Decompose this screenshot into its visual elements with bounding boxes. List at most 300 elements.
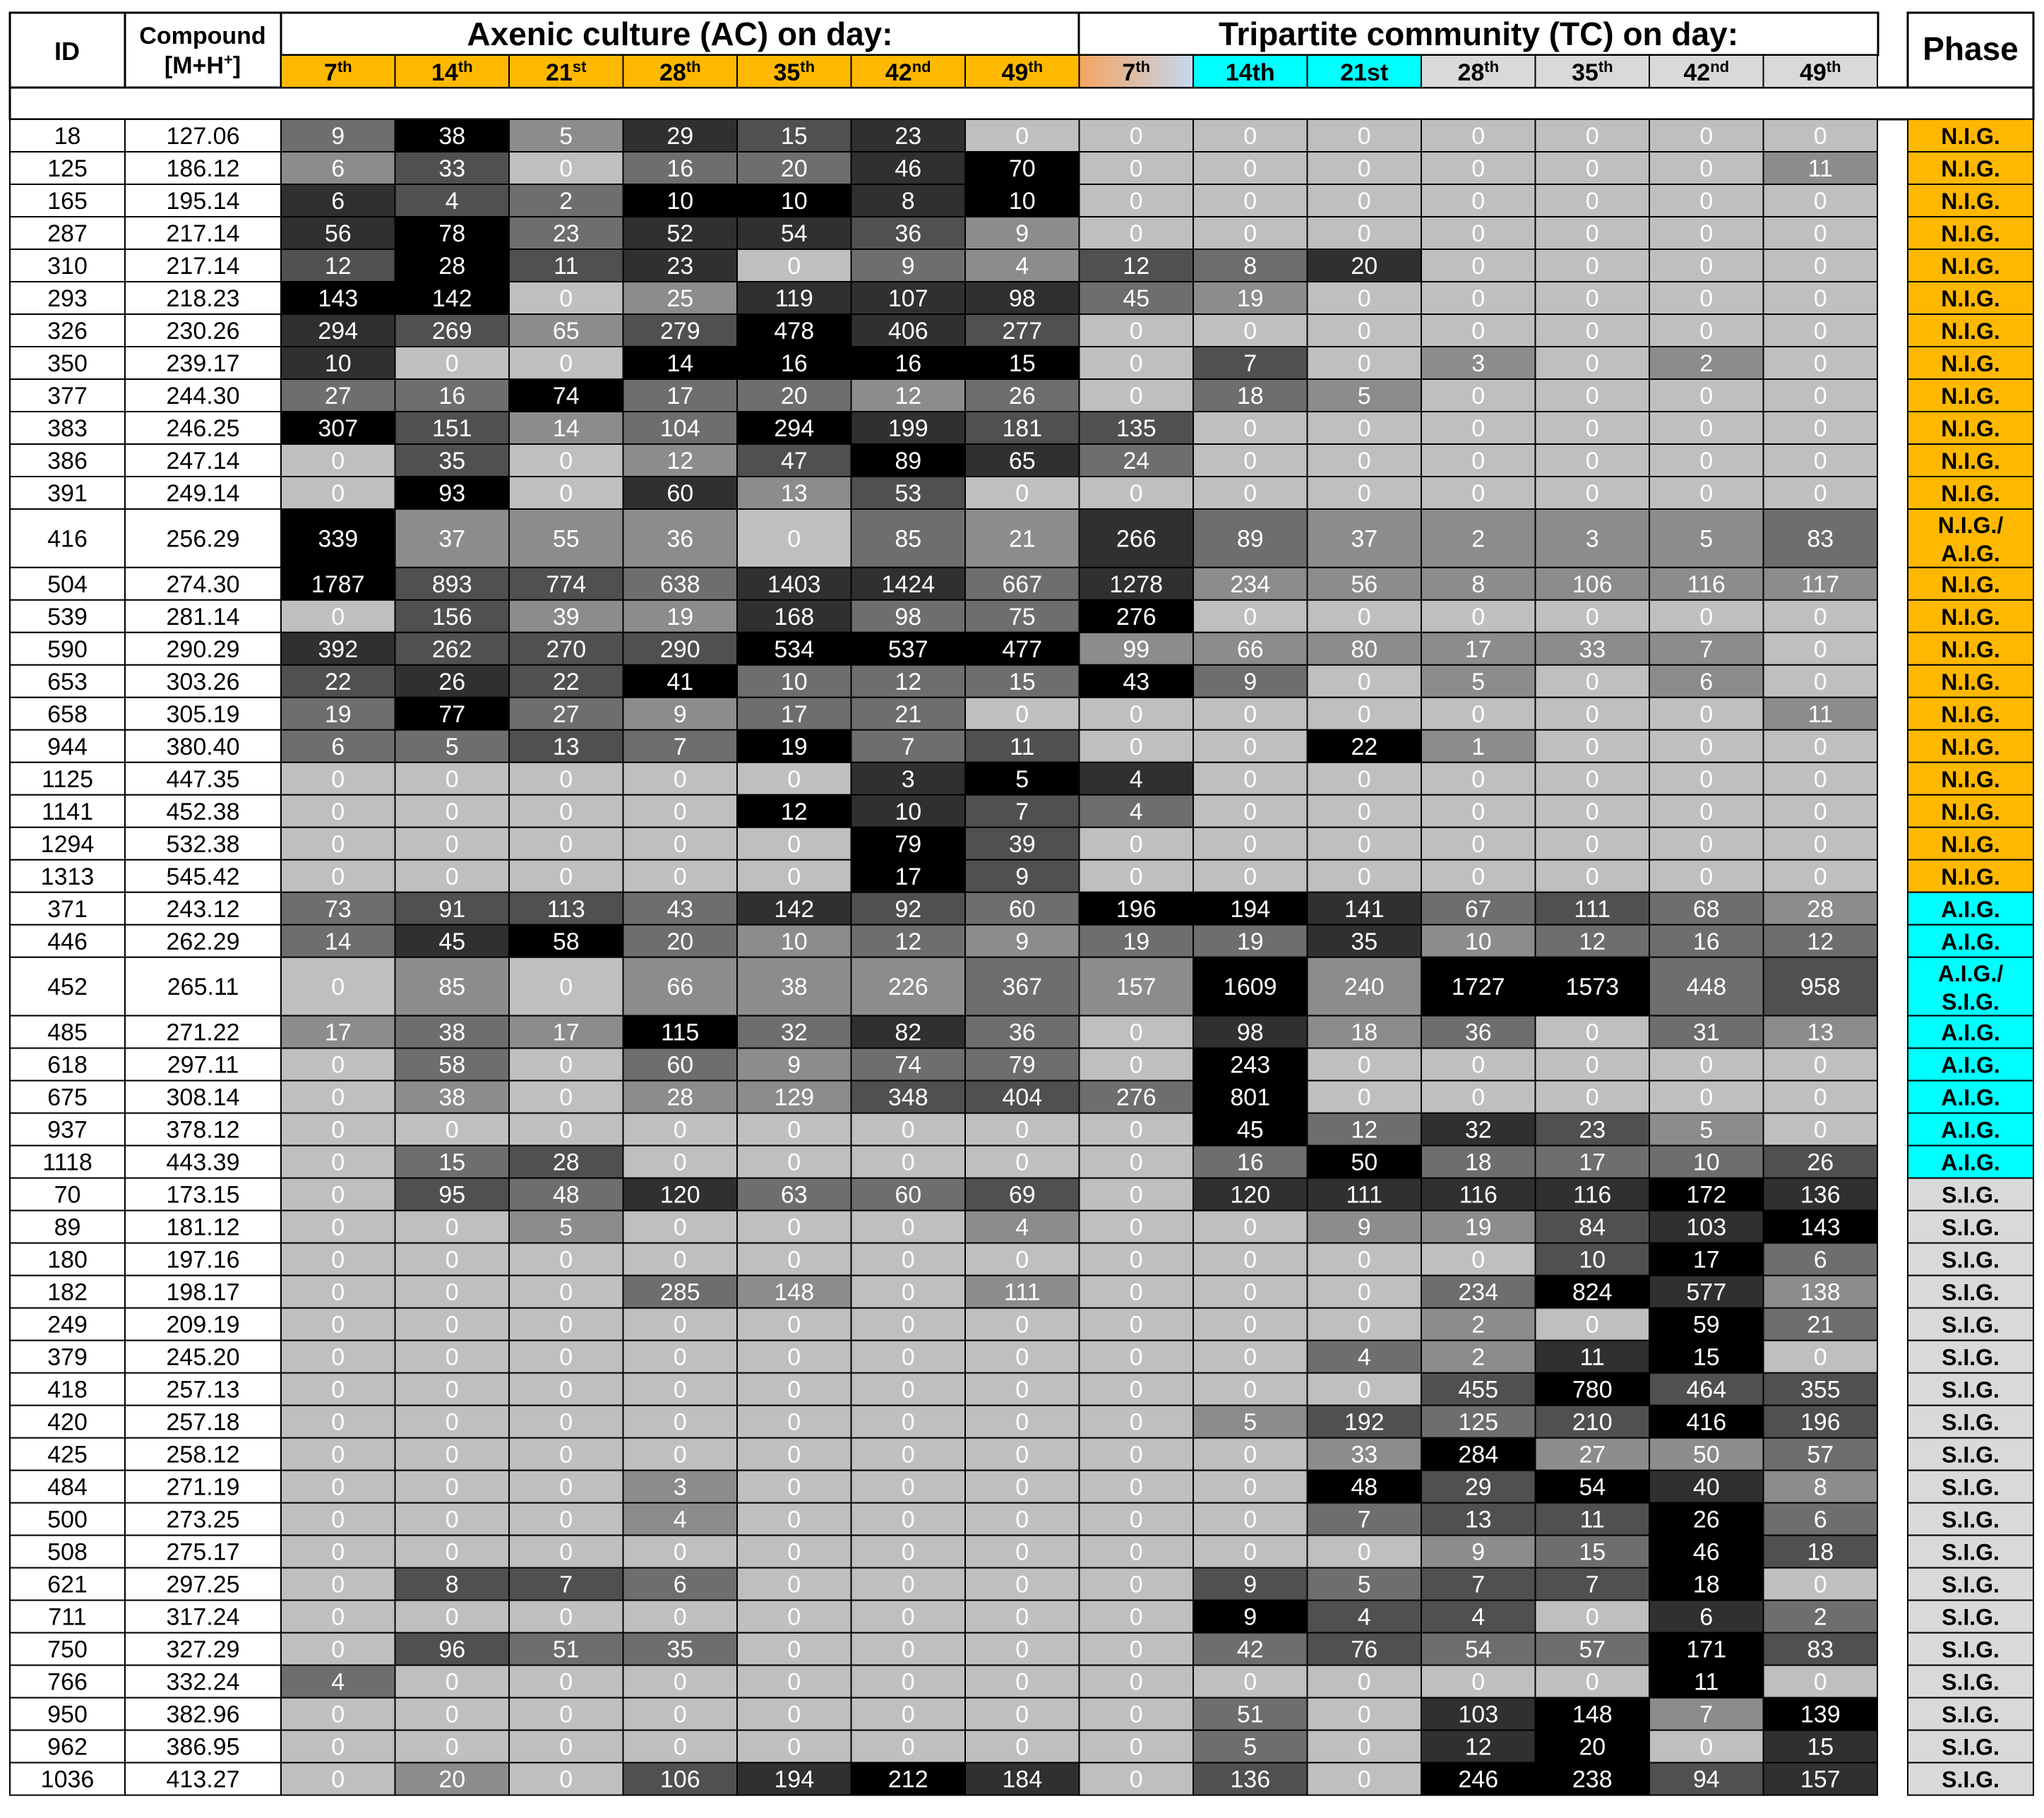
heat-value: 0 bbox=[1357, 1376, 1371, 1404]
row-id: 750 bbox=[47, 1636, 88, 1663]
heat-value: 10 bbox=[324, 350, 352, 377]
heat-value: 5 bbox=[1699, 525, 1714, 553]
heat-value: 9 bbox=[1243, 1571, 1257, 1598]
heat-value: 0 bbox=[1243, 188, 1257, 215]
heat-value: 52 bbox=[667, 220, 694, 247]
heat-value: 0 bbox=[559, 1603, 573, 1631]
heat-value: 234 bbox=[1458, 1279, 1499, 1306]
phase-label: S.I.G. bbox=[1942, 1442, 2000, 1468]
heat-value: 74 bbox=[552, 383, 580, 409]
heat-value: 0 bbox=[559, 863, 573, 890]
heat-value: 0 bbox=[445, 1246, 459, 1274]
row-compound: 271.19 bbox=[166, 1473, 240, 1501]
phase-label: N.I.G. bbox=[1941, 286, 2000, 311]
heat-value: 3 bbox=[673, 1473, 687, 1501]
heat-value: 33 bbox=[438, 155, 466, 182]
heat-value: 0 bbox=[1243, 155, 1257, 182]
row-id: 287 bbox=[47, 220, 88, 247]
heat-value: 4 bbox=[1129, 765, 1143, 793]
heat-value: 0 bbox=[901, 1538, 915, 1566]
heat-value: 277 bbox=[1002, 318, 1043, 345]
heat-value: 16 bbox=[895, 350, 922, 377]
heat-value: 0 bbox=[1243, 1246, 1257, 1274]
day-header-label: 28th bbox=[659, 58, 701, 86]
heat-value: 31 bbox=[1692, 1019, 1720, 1046]
heat-value: 0 bbox=[787, 1441, 801, 1469]
heat-value: 3 bbox=[901, 765, 915, 793]
heat-value: 0 bbox=[1357, 830, 1371, 858]
heat-value: 0 bbox=[1129, 700, 1143, 728]
heat-value: 0 bbox=[445, 1668, 459, 1696]
heat-value: 6 bbox=[1813, 1506, 1827, 1533]
heat-value: 120 bbox=[1230, 1181, 1271, 1209]
phase-label: S.I.G. bbox=[1942, 1279, 2000, 1305]
row-compound: 297.25 bbox=[166, 1571, 240, 1598]
heat-value: 27 bbox=[552, 700, 580, 728]
heat-value: 1609 bbox=[1223, 974, 1277, 1001]
spacer-row bbox=[10, 88, 2033, 119]
heat-value: 14 bbox=[667, 350, 694, 377]
heat-value: 5 bbox=[559, 1214, 573, 1241]
heat-value: 58 bbox=[552, 928, 580, 955]
heat-value: 0 bbox=[1129, 188, 1143, 215]
heat-value: 0 bbox=[559, 798, 573, 825]
heat-value: 82 bbox=[895, 1019, 922, 1046]
heat-value: 0 bbox=[1471, 383, 1486, 409]
row-id: 350 bbox=[47, 350, 88, 377]
day-header-label: 49th bbox=[1001, 58, 1044, 86]
heat-value: 0 bbox=[1243, 1279, 1257, 1306]
heat-value: 56 bbox=[324, 220, 352, 247]
heat-value: 0 bbox=[1585, 668, 1599, 695]
heat-value: 0 bbox=[1243, 220, 1257, 247]
row-id: 425 bbox=[47, 1441, 88, 1469]
heat-value: 0 bbox=[1813, 350, 1827, 377]
phase-label: N.I.G. bbox=[1941, 799, 2000, 825]
row-compound: 246.25 bbox=[166, 415, 240, 442]
heat-value: 63 bbox=[780, 1181, 808, 1209]
heat-value: 10 bbox=[667, 188, 694, 215]
heat-value: 0 bbox=[787, 1311, 801, 1339]
row-id: 452 bbox=[47, 974, 88, 1001]
heat-value: 0 bbox=[1129, 1571, 1143, 1598]
row-compound: 281.14 bbox=[166, 603, 240, 630]
row-compound: 545.42 bbox=[166, 863, 240, 890]
heat-value: 0 bbox=[1129, 863, 1143, 890]
heat-value: 276 bbox=[1116, 1084, 1157, 1111]
heat-value: 0 bbox=[1813, 635, 1827, 663]
heat-value: 111 bbox=[1346, 1181, 1383, 1209]
heat-value: 143 bbox=[318, 285, 359, 312]
heat-value: 1787 bbox=[311, 570, 365, 598]
heat-value: 116 bbox=[1687, 570, 1726, 598]
heat-value: 276 bbox=[1116, 603, 1157, 630]
heat-value: 0 bbox=[559, 1733, 573, 1761]
heat-value: 106 bbox=[659, 1766, 700, 1793]
heat-value: 290 bbox=[659, 635, 700, 663]
row-id: 950 bbox=[47, 1701, 88, 1728]
heat-value: 36 bbox=[895, 220, 922, 247]
phase-label: A.I.G./ bbox=[1937, 960, 2004, 986]
heat-value: 0 bbox=[787, 1376, 801, 1404]
heat-value: 65 bbox=[552, 318, 580, 345]
heat-value: 0 bbox=[445, 765, 459, 793]
heat-value: 7 bbox=[1471, 1571, 1486, 1598]
heat-value: 0 bbox=[1813, 415, 1827, 442]
heat-value: 0 bbox=[1585, 765, 1599, 793]
heat-value: 0 bbox=[1243, 1344, 1257, 1371]
heat-value: 120 bbox=[659, 1181, 700, 1209]
heat-value: 226 bbox=[887, 974, 928, 1001]
heat-value: 0 bbox=[559, 285, 573, 312]
heat-value: 14 bbox=[552, 415, 580, 442]
heat-value: 0 bbox=[1699, 253, 1714, 280]
heat-value: 0 bbox=[1357, 220, 1371, 247]
heat-value: 36 bbox=[667, 525, 694, 553]
heat-value: 212 bbox=[887, 1766, 928, 1793]
heat-value: 12 bbox=[1464, 1733, 1492, 1761]
heat-value: 0 bbox=[1129, 1441, 1143, 1469]
heat-value: 5 bbox=[1243, 1409, 1257, 1436]
heat-value: 0 bbox=[1699, 188, 1714, 215]
phase-label: S.I.G. bbox=[1942, 988, 2000, 1015]
heat-value: 22 bbox=[324, 668, 352, 695]
heat-value: 17 bbox=[552, 1019, 580, 1046]
phase-label: S.I.G. bbox=[1942, 1247, 2000, 1273]
heat-value: 11 bbox=[1694, 1668, 1719, 1696]
phase-label: N.I.G. bbox=[1941, 318, 2000, 344]
row-compound: 290.29 bbox=[166, 635, 240, 663]
phase-label: S.I.G. bbox=[1942, 1637, 2000, 1663]
heat-value: 37 bbox=[1351, 525, 1378, 553]
heat-value: 0 bbox=[1015, 480, 1029, 507]
heat-value: 1 bbox=[1471, 733, 1486, 760]
heat-value: 57 bbox=[1807, 1441, 1834, 1469]
heat-value: 0 bbox=[559, 1246, 573, 1274]
heat-value: 95 bbox=[438, 1181, 466, 1209]
heat-value: 40 bbox=[1692, 1473, 1720, 1501]
heat-value: 0 bbox=[901, 1279, 915, 1306]
row-compound: 186.12 bbox=[166, 155, 240, 182]
heat-value: 70 bbox=[1008, 155, 1036, 182]
heat-value: 35 bbox=[1351, 928, 1378, 955]
heat-value: 279 bbox=[659, 318, 700, 345]
heat-value: 98 bbox=[895, 603, 922, 630]
heat-value: 0 bbox=[1813, 253, 1827, 280]
phase-label: N.I.G. bbox=[1941, 636, 2000, 662]
heat-value: 464 bbox=[1686, 1376, 1727, 1404]
heat-value: 0 bbox=[1015, 1311, 1029, 1339]
heat-value: 0 bbox=[1813, 668, 1827, 695]
row-compound: 452.38 bbox=[166, 798, 240, 825]
heat-value: 8 bbox=[445, 1571, 459, 1598]
heat-value: 0 bbox=[1699, 1051, 1714, 1079]
heat-value: 43 bbox=[1123, 668, 1150, 695]
heat-value: 0 bbox=[1585, 383, 1599, 409]
heat-value: 0 bbox=[1471, 1084, 1486, 1111]
heat-value: 116 bbox=[1459, 1181, 1498, 1209]
heat-value: 8 bbox=[1471, 570, 1486, 598]
heat-value: 26 bbox=[1008, 383, 1036, 409]
heat-value: 15 bbox=[1807, 1733, 1834, 1761]
heat-value: 2 bbox=[1471, 1311, 1486, 1339]
heat-value: 11 bbox=[1579, 1344, 1605, 1371]
heat-value: 0 bbox=[787, 863, 801, 890]
phase-label: A.I.G. bbox=[1941, 541, 2000, 566]
heat-value: 0 bbox=[673, 1701, 687, 1728]
heat-value: 15 bbox=[780, 123, 808, 150]
heat-value: 6 bbox=[331, 733, 345, 760]
heat-value: 2 bbox=[1471, 1344, 1486, 1371]
heat-value: 111 bbox=[1574, 895, 1611, 923]
heat-value: 0 bbox=[1015, 1506, 1029, 1533]
heat-value: 33 bbox=[1579, 635, 1606, 663]
heat-value: 12 bbox=[895, 383, 922, 409]
row-compound: 258.12 bbox=[166, 1441, 240, 1469]
heat-value: 5 bbox=[559, 123, 573, 150]
heat-value: 11 bbox=[1807, 700, 1833, 728]
heat-value: 0 bbox=[559, 1051, 573, 1079]
heat-value: 50 bbox=[1351, 1149, 1378, 1176]
heat-value: 11 bbox=[554, 253, 579, 280]
heat-value: 0 bbox=[787, 1538, 801, 1566]
row-compound: 249.14 bbox=[166, 480, 240, 507]
day-header-label: 28th bbox=[1457, 58, 1500, 86]
heat-value: 0 bbox=[1699, 700, 1714, 728]
row-id: 386 bbox=[47, 448, 88, 474]
heat-value: 0 bbox=[1357, 448, 1371, 474]
heat-value: 194 bbox=[1230, 895, 1271, 923]
heat-value: 0 bbox=[1129, 1473, 1143, 1501]
heat-value: 6 bbox=[1699, 668, 1714, 695]
row-id: 377 bbox=[47, 383, 88, 409]
heat-value: 243 bbox=[1230, 1051, 1271, 1079]
heat-value: 269 bbox=[431, 318, 472, 345]
heat-value: 0 bbox=[673, 1538, 687, 1566]
heat-value: 0 bbox=[673, 1149, 687, 1176]
heat-value: 0 bbox=[1129, 1181, 1143, 1209]
phase-label: N.I.G. bbox=[1941, 448, 2000, 474]
heat-value: 0 bbox=[1129, 1766, 1143, 1793]
heat-value: 103 bbox=[1686, 1214, 1727, 1241]
heat-value: 0 bbox=[331, 1506, 345, 1533]
row-id: 658 bbox=[47, 700, 88, 728]
phase-label: N.I.G. bbox=[1941, 481, 2000, 506]
heat-value: 0 bbox=[1699, 415, 1714, 442]
heat-value: 26 bbox=[1807, 1149, 1834, 1176]
heat-value: 156 bbox=[431, 603, 472, 630]
heat-value: 6 bbox=[331, 188, 345, 215]
heat-value: 893 bbox=[431, 570, 472, 598]
heat-value: 5 bbox=[1699, 1116, 1714, 1144]
heat-value: 20 bbox=[1351, 253, 1378, 280]
heat-value: 135 bbox=[1116, 415, 1157, 442]
heat-value: 0 bbox=[559, 1116, 573, 1144]
heat-value: 0 bbox=[673, 1668, 687, 1696]
heat-value: 0 bbox=[1243, 415, 1257, 442]
heat-value: 0 bbox=[901, 1344, 915, 1371]
heat-value: 196 bbox=[1800, 1409, 1841, 1436]
row-compound: 327.29 bbox=[166, 1636, 240, 1663]
heat-value: 0 bbox=[1585, 700, 1599, 728]
heat-value: 0 bbox=[901, 1636, 915, 1663]
heat-value: 0 bbox=[1699, 155, 1714, 182]
phase-label: N.I.G./ bbox=[1937, 513, 2004, 538]
heat-value: 0 bbox=[1471, 285, 1486, 312]
row-compound: 380.40 bbox=[166, 733, 240, 760]
heat-value: 0 bbox=[1243, 700, 1257, 728]
day-header-label: 49th bbox=[1799, 58, 1841, 86]
heat-value: 16 bbox=[438, 383, 466, 409]
heat-value: 0 bbox=[1015, 1733, 1029, 1761]
heat-value: 38 bbox=[438, 1019, 466, 1046]
heat-value: 0 bbox=[673, 1116, 687, 1144]
heat-value: 0 bbox=[1471, 603, 1486, 630]
heat-value: 23 bbox=[1579, 1116, 1606, 1144]
heat-value: 91 bbox=[438, 895, 466, 923]
day-header-label: 21st bbox=[1340, 59, 1389, 86]
heat-value: 29 bbox=[667, 123, 694, 150]
heat-value: 266 bbox=[1116, 525, 1157, 553]
heat-value: 94 bbox=[1692, 1766, 1720, 1793]
heat-value: 148 bbox=[1572, 1701, 1613, 1728]
heat-value: 48 bbox=[1351, 1473, 1378, 1501]
heat-value: 1727 bbox=[1451, 974, 1505, 1001]
heat-value: 0 bbox=[1813, 220, 1827, 247]
heat-value: 0 bbox=[559, 1279, 573, 1306]
heat-value: 0 bbox=[445, 1344, 459, 1371]
row-id: 293 bbox=[47, 285, 88, 312]
heat-value: 0 bbox=[331, 1441, 345, 1469]
heat-value: 0 bbox=[1129, 830, 1143, 858]
heat-value: 53 bbox=[895, 480, 922, 507]
heat-value: 7 bbox=[1699, 635, 1714, 663]
heat-value: 0 bbox=[1357, 188, 1371, 215]
heat-value: 0 bbox=[1357, 1766, 1371, 1793]
heat-value: 0 bbox=[901, 1441, 915, 1469]
heat-value: 0 bbox=[1813, 765, 1827, 793]
heat-value: 0 bbox=[901, 1214, 915, 1241]
phase-label: S.I.G. bbox=[1942, 1182, 2000, 1208]
heat-value: 0 bbox=[787, 1571, 801, 1598]
heat-value: 0 bbox=[445, 1538, 459, 1566]
heat-value: 0 bbox=[1243, 733, 1257, 760]
phase-label: N.I.G. bbox=[1941, 416, 2000, 441]
heat-value: 10 bbox=[895, 798, 922, 825]
heat-value: 76 bbox=[1351, 1636, 1378, 1663]
row-compound: 447.35 bbox=[166, 765, 240, 793]
heat-value: 18 bbox=[1236, 383, 1264, 409]
heat-value: 129 bbox=[774, 1084, 815, 1111]
heat-value: 38 bbox=[438, 123, 466, 150]
heat-value: 0 bbox=[1471, 1051, 1486, 1079]
heat-value: 14 bbox=[324, 928, 352, 955]
heat-value: 0 bbox=[1813, 1571, 1827, 1598]
heat-value: 0 bbox=[901, 1506, 915, 1533]
row-id: 383 bbox=[47, 415, 88, 442]
heat-value: 78 bbox=[438, 220, 466, 247]
heat-value: 0 bbox=[901, 1571, 915, 1598]
row-id: 416 bbox=[47, 525, 88, 553]
heat-value: 0 bbox=[559, 1376, 573, 1404]
heat-value: 478 bbox=[774, 318, 815, 345]
row-id: 1313 bbox=[40, 863, 95, 890]
heat-value: 0 bbox=[673, 1311, 687, 1339]
heat-value: 0 bbox=[1699, 1084, 1714, 1111]
phase-label: N.I.G. bbox=[1941, 734, 2000, 760]
heat-value: 32 bbox=[1464, 1116, 1492, 1144]
heat-value: 0 bbox=[1243, 1214, 1257, 1241]
heat-value: 0 bbox=[1015, 1603, 1029, 1631]
heat-value: 0 bbox=[1813, 285, 1827, 312]
heat-value: 0 bbox=[1243, 863, 1257, 890]
row-compound: 273.25 bbox=[166, 1506, 240, 1533]
row-id: 944 bbox=[47, 733, 88, 760]
row-id: 180 bbox=[47, 1246, 88, 1274]
row-id: 621 bbox=[47, 1571, 88, 1598]
heat-value: 0 bbox=[787, 253, 801, 280]
heat-value: 0 bbox=[1129, 1733, 1143, 1761]
heat-value: 0 bbox=[1813, 603, 1827, 630]
day-header-label: 35th bbox=[1571, 58, 1613, 86]
heat-value: 0 bbox=[559, 155, 573, 182]
heat-value: 0 bbox=[1357, 1733, 1371, 1761]
heat-value: 151 bbox=[431, 415, 472, 442]
heat-value: 3 bbox=[1585, 525, 1599, 553]
heat-value: 0 bbox=[445, 1116, 459, 1144]
heat-value: 455 bbox=[1458, 1376, 1499, 1404]
row-compound: 443.39 bbox=[166, 1149, 240, 1176]
heat-value: 119 bbox=[775, 285, 813, 312]
heat-value: 0 bbox=[331, 1149, 345, 1176]
row-id: 1141 bbox=[41, 798, 94, 825]
heat-value: 355 bbox=[1800, 1376, 1841, 1404]
phase-label: N.I.G. bbox=[1941, 669, 2000, 695]
heat-value: 17 bbox=[1579, 1149, 1606, 1176]
heat-value: 0 bbox=[445, 1473, 459, 1501]
heat-value: 958 bbox=[1800, 974, 1841, 1001]
heat-value: 0 bbox=[445, 798, 459, 825]
phase-label: S.I.G. bbox=[1942, 1539, 2000, 1565]
heat-value: 0 bbox=[1699, 383, 1714, 409]
heat-value: 0 bbox=[1585, 155, 1599, 182]
heat-value: 0 bbox=[559, 1538, 573, 1566]
heat-value: 0 bbox=[1813, 1668, 1827, 1696]
heat-value: 0 bbox=[331, 1311, 345, 1339]
heat-value: 10 bbox=[1692, 1149, 1720, 1176]
heat-value: 0 bbox=[1357, 1279, 1371, 1306]
heat-value: 0 bbox=[1243, 1668, 1257, 1696]
heat-value: 4 bbox=[673, 1506, 687, 1533]
heat-value: 13 bbox=[1807, 1019, 1834, 1046]
heat-value: 0 bbox=[331, 863, 345, 890]
heat-value: 12 bbox=[667, 448, 694, 474]
heat-value: 2 bbox=[559, 188, 573, 215]
heat-value: 6 bbox=[1699, 1603, 1714, 1631]
heat-value: 8 bbox=[1243, 253, 1257, 280]
heat-value: 0 bbox=[1243, 830, 1257, 858]
heat-value: 0 bbox=[1243, 798, 1257, 825]
heat-value: 0 bbox=[787, 1473, 801, 1501]
heat-value: 0 bbox=[1585, 1603, 1599, 1631]
heat-value: 0 bbox=[331, 830, 345, 858]
heat-value: 307 bbox=[318, 415, 359, 442]
heat-value: 0 bbox=[1015, 1473, 1029, 1501]
heat-value: 11 bbox=[1010, 733, 1035, 760]
heat-value: 0 bbox=[1357, 1668, 1371, 1696]
heat-value: 416 bbox=[1686, 1409, 1727, 1436]
phase-label: N.I.G. bbox=[1941, 863, 2000, 890]
